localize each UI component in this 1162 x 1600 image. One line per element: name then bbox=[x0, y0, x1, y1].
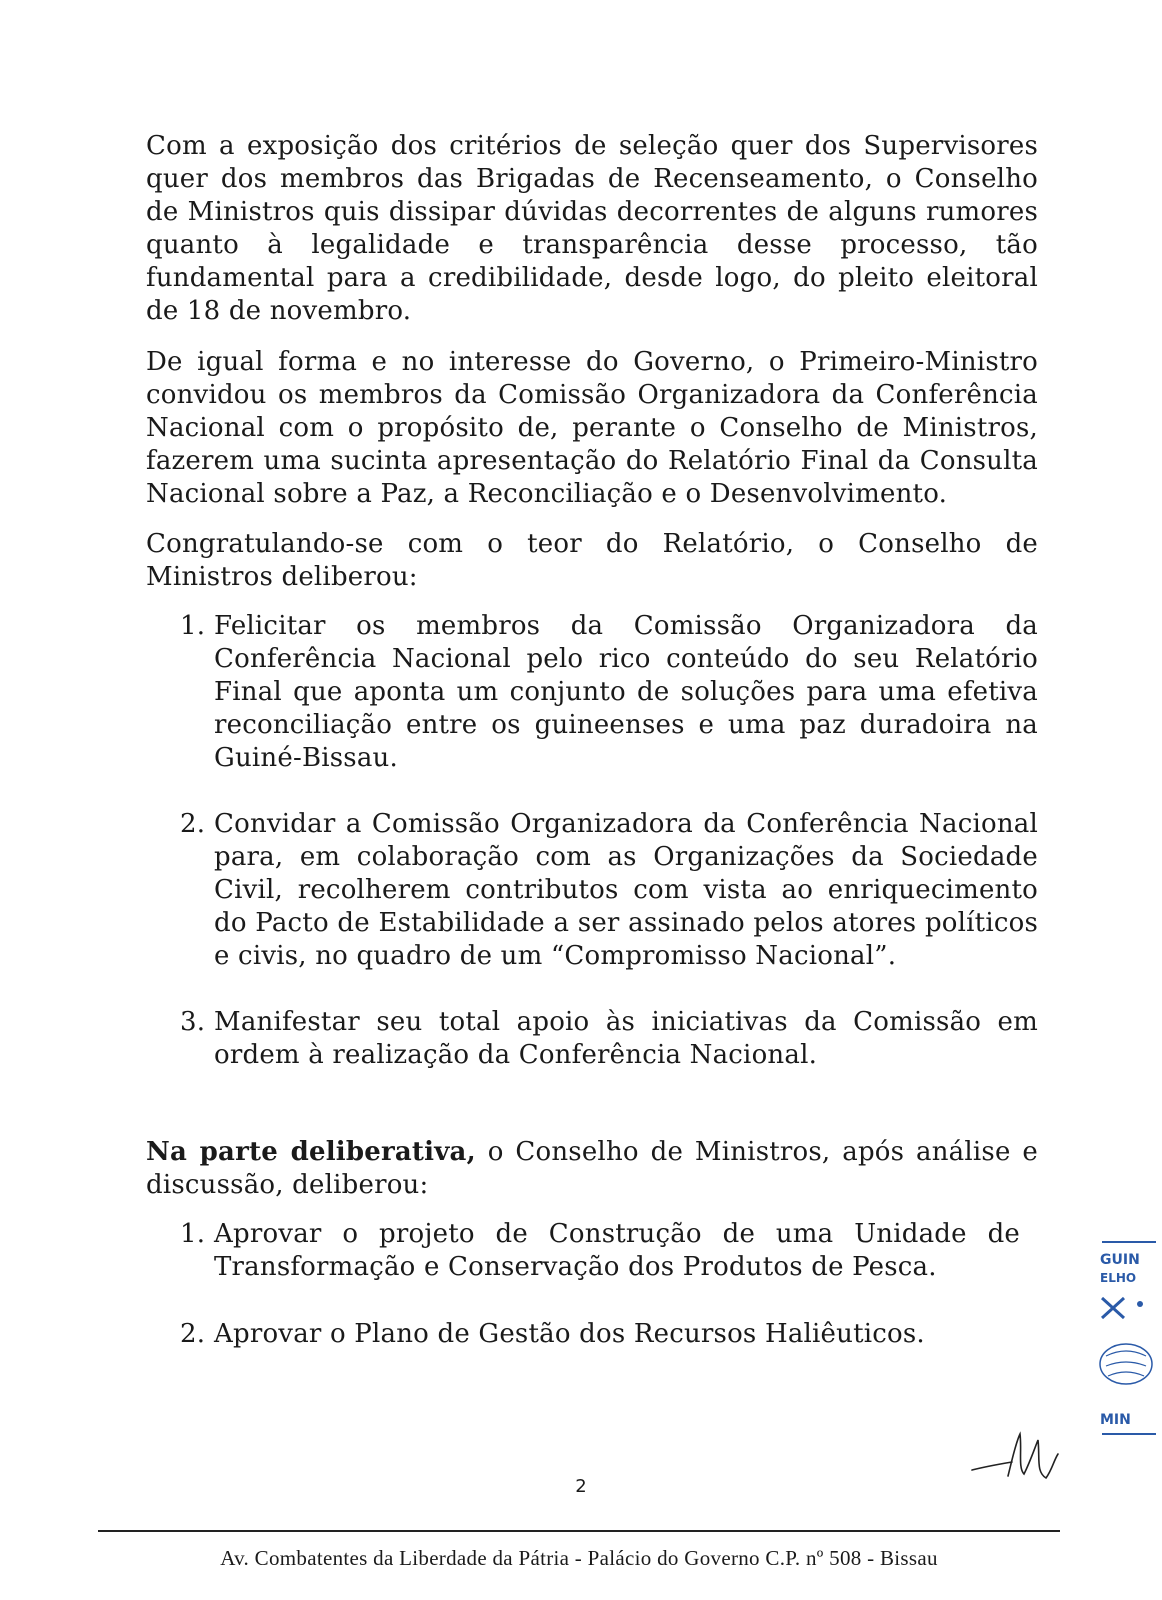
deliberative-paragraph bbox=[146, 1136, 1038, 1202]
government-stamp bbox=[1096, 1238, 1162, 1448]
list-item bbox=[180, 1006, 1038, 1072]
list-text: Convidar a Comissão Organizadora da Conferência Nacional para, em colaboração com as Organizações da Sociedade Civil, recolherem contributos com vista ao enriquecimento do Pacto de Estabilidade a ser assinado pelos atores políticos e civis, no quadro de um “Compromisso Nacional”. bbox=[214, 809, 1038, 971]
deliberative-heading: Na parte deliberativa, bbox=[146, 1137, 476, 1167]
list-item bbox=[180, 808, 1038, 973]
list-number: 3. bbox=[180, 1007, 206, 1037]
paragraph-3: Congratulando-se com o teor do Relatório, o Conselho de Ministros deliberou: bbox=[146, 529, 1038, 592]
list-item bbox=[180, 1218, 1020, 1284]
list-number: 1. bbox=[180, 611, 206, 641]
list-number: 1. bbox=[180, 1219, 206, 1249]
list-item bbox=[180, 1318, 1020, 1351]
list-text: Aprovar o Plano de Gestão dos Recursos Haliêuticos. bbox=[214, 1319, 925, 1349]
page-number: 2 bbox=[575, 1476, 587, 1497]
footer-address: Av. Combatentes da Liberdade da Pátria - Palácio do Governo C.P. nº 508 - Bissau bbox=[220, 1546, 938, 1570]
list-number: 2. bbox=[180, 1319, 206, 1349]
list-text: Felicitar os membros da Comissão Organizadora da Conferência Nacional pelo rico conteúdo do seu Relatório Final que aponta um conjunto de soluções para uma efetiva reconciliação entre os guineenses e uma paz duradoira na Guiné-Bissau. bbox=[214, 611, 1038, 773]
signature-icon bbox=[968, 1420, 1068, 1490]
list-item bbox=[180, 610, 1038, 775]
footer-divider bbox=[98, 1530, 1060, 1532]
paragraph-2: De igual forma e no interesse do Governo, o Primeiro-Ministro convidou os membros da Comissão Organizadora da Conferência Nacional com o propósito de, perante o Conselho de Ministros, fazerem uma sucinta apresentação do Relatório Final da Consulta Nacional sobre a Paz, a Reconciliação e o Desenvolvimento. bbox=[146, 347, 1038, 509]
deliberative-text: o Conselho de Ministros, após análise e discussão, deliberou: bbox=[146, 1137, 1038, 1200]
paragraph-1: Com a exposição dos critérios de seleção quer dos Supervisores quer dos membros das Brigadas de Recenseamento, o Conselho de Ministros quis dissipar dúvidas decorrentes de alguns rumores quanto à legalidade e transparência desse processo, tão fundamental para a credibilidade, desde logo, do pleito eleitoral de 18 de novembro. bbox=[146, 131, 1038, 326]
stamp-text-3: MIN bbox=[1100, 1412, 1131, 1428]
list-text: Aprovar o projeto de Construção de uma Unidade de Transformação e Conservação dos Produtos de Pesca. bbox=[214, 1219, 1020, 1282]
stamp-text-1: GUIN bbox=[1100, 1252, 1140, 1268]
list-number: 2. bbox=[180, 809, 206, 839]
stamp-text-2: ELHO bbox=[1100, 1271, 1137, 1285]
list-text: Manifestar seu total apoio às iniciativas da Comissão em ordem à realização da Conferência Nacional. bbox=[214, 1007, 1038, 1070]
